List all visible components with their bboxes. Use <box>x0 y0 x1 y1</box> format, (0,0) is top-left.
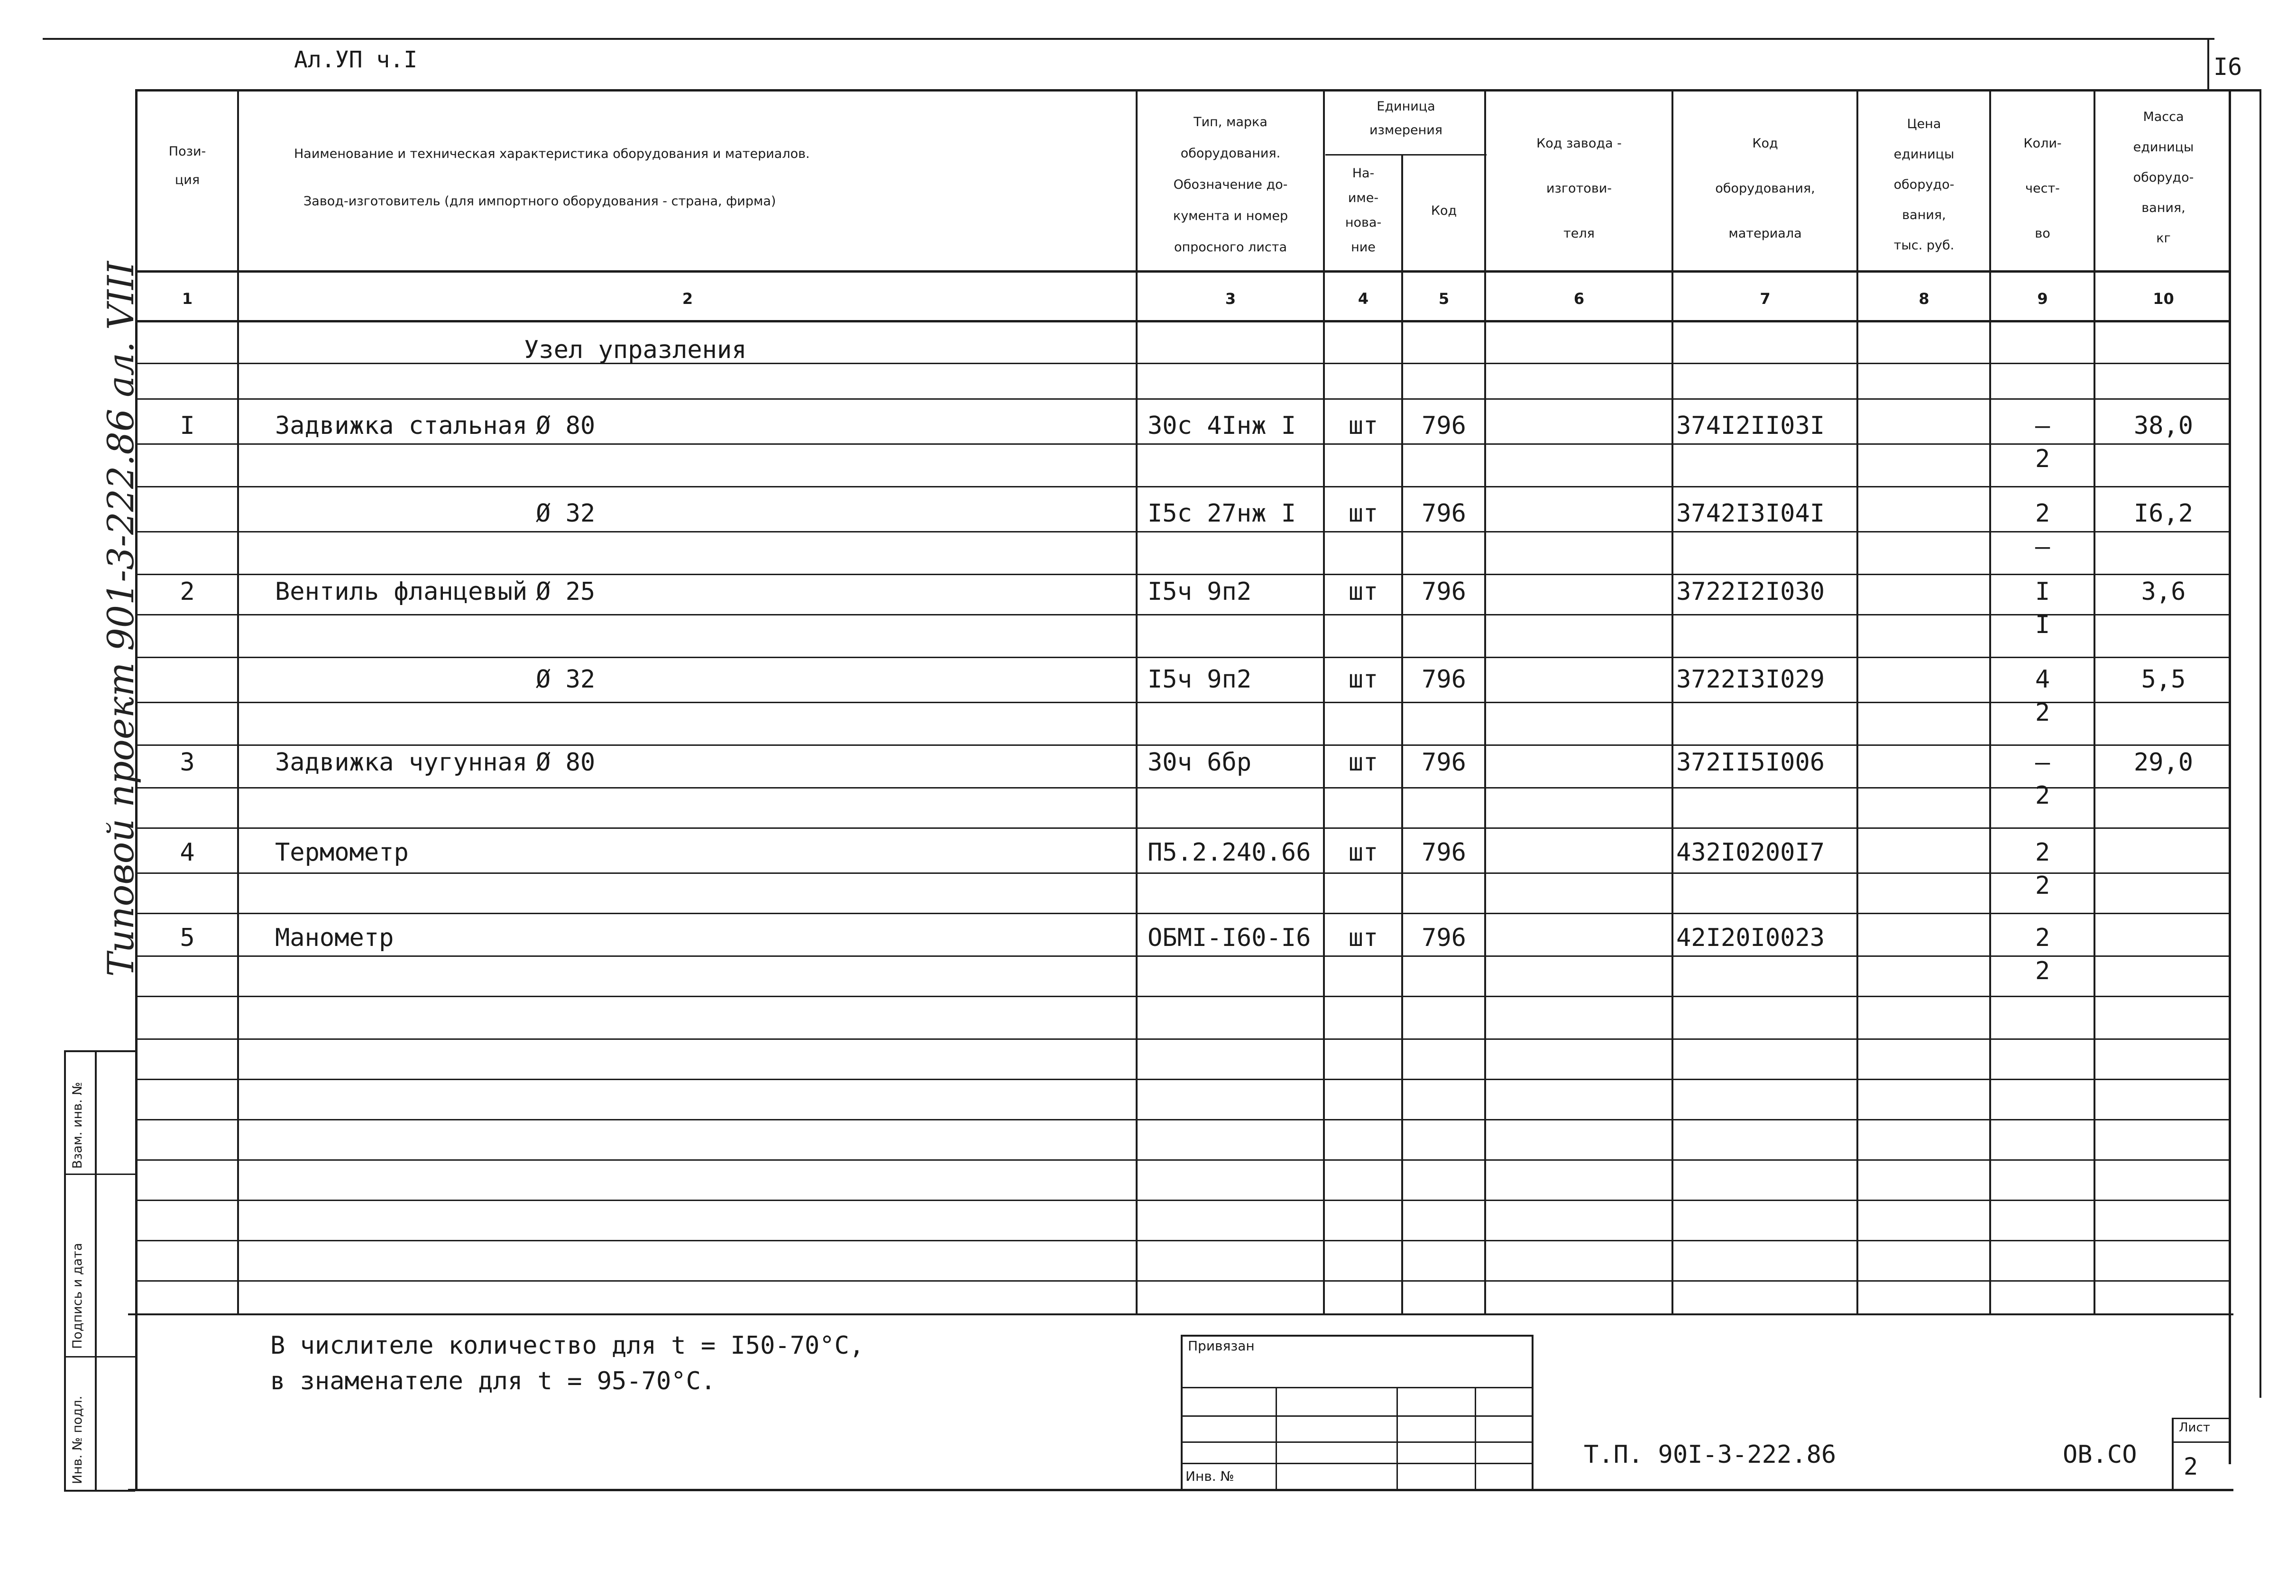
row-unit-code: 796 <box>1422 924 1466 952</box>
row-divider <box>135 1159 2231 1161</box>
stamp-privyazan-label: Привязан <box>1188 1338 1255 1354</box>
row-type: I5ч 9п2 <box>1148 578 1252 606</box>
side-stamp-podpis-data: Подпись и дата <box>70 1243 85 1349</box>
row-qty-denominator: 2 <box>2035 781 2050 810</box>
row-qty-denominator: 2 <box>2035 445 2050 473</box>
row-divider <box>135 787 2231 789</box>
row-name: Термометр <box>275 838 409 867</box>
row-divider <box>135 1038 2231 1040</box>
corner-box-left <box>2207 38 2209 90</box>
row-type: I5с 27нж I <box>1148 499 1296 528</box>
row-qty-numerator: 2 <box>2035 838 2050 867</box>
row-divider <box>135 1119 2231 1120</box>
col-number-1: 1 <box>182 290 193 308</box>
row-position: 3 <box>180 748 195 777</box>
col-number-2: 2 <box>682 290 693 308</box>
col-header-unit-group: Единица измерения <box>1369 99 1443 138</box>
album-reference: Ал.УП ч.I <box>294 46 418 73</box>
row-divider <box>135 913 2231 914</box>
col-header-factory-code: Код завода - изготови- теля <box>1536 136 1622 241</box>
row-qty-numerator: 4 <box>2035 665 2050 694</box>
row-type: 30ч 6бр <box>1148 748 1252 777</box>
note-line-2: в знаменателе для t = 95-70°С. <box>270 1367 716 1395</box>
row-name: Задвижка чугунная <box>275 748 528 777</box>
row-diameter: Ø 32 <box>536 499 596 528</box>
page-corner-number: I6 <box>2213 53 2242 81</box>
row-equipment-code: 3722I3I029 <box>1676 665 1825 694</box>
row-unit-code: 796 <box>1422 665 1466 694</box>
row-position <box>138 661 237 697</box>
row-diameter <box>536 920 678 956</box>
col-number-8: 8 <box>1919 290 1929 308</box>
row-unit: шт <box>1348 924 1378 952</box>
row-qty-numerator: 2 <box>2035 499 2050 528</box>
row-name <box>275 495 541 532</box>
row-qty-denominator: I <box>2035 611 2050 639</box>
row-type: ОБМI-I60-I6 <box>1148 924 1311 952</box>
col-header-equipment-code: Код оборудования, материала <box>1715 136 1815 241</box>
sheet-label: Лист <box>2179 1421 2210 1435</box>
row-unit-code: 796 <box>1422 499 1466 528</box>
row-equipment-code: 42I20I0023 <box>1676 924 1825 952</box>
row-type: П5.2.240.66 <box>1148 838 1311 867</box>
row-divider <box>135 1280 2231 1282</box>
row-divider <box>135 872 2231 874</box>
section-title: Узел упразления <box>524 336 747 364</box>
row-mass: 29,0 <box>2133 748 2194 777</box>
row-divider <box>135 486 2231 487</box>
row-mass <box>2096 835 2231 871</box>
row-position: 5 <box>180 924 195 952</box>
row-type: 30с 4Iнж I <box>1148 412 1296 440</box>
row-unit-code: 796 <box>1422 578 1466 606</box>
row-qty-numerator: 2 <box>2035 924 2050 952</box>
vertical-project-title: Типовой проект 901-3-222.86 ал. VIII <box>100 261 142 977</box>
row-unit: шт <box>1348 665 1378 694</box>
row-qty-numerator: I <box>2035 578 2050 606</box>
col-header-unit-code: Код <box>1431 203 1457 218</box>
row-divider <box>135 827 2231 829</box>
col-number-6: 6 <box>1573 290 1585 308</box>
row-unit: шт <box>1348 838 1378 867</box>
stamp-inv-label: Инв. № <box>1185 1468 1234 1484</box>
row-name: Манометр <box>275 924 394 952</box>
row-divider <box>135 614 2231 615</box>
row-equipment-code: 432I0200I7 <box>1676 838 1825 867</box>
row-diameter: Ø 32 <box>536 665 596 694</box>
row-divider <box>135 1079 2231 1080</box>
row-equipment-code: 372II5I006 <box>1676 748 1825 777</box>
row-diameter: Ø 25 <box>536 578 596 606</box>
col-number-3: 3 <box>1225 290 1236 308</box>
row-qty-denominator: 2 <box>2035 698 2050 727</box>
col-header-unit-name: На- име- нова- ние <box>1345 166 1382 255</box>
col-number-4: 4 <box>1358 290 1369 308</box>
row-divider <box>135 996 2231 997</box>
row-name: Вентиль фланцевый <box>275 578 528 606</box>
col-number-10: 10 <box>2153 290 2174 308</box>
row-qty-numerator: – <box>2035 748 2050 777</box>
row-divider <box>135 702 2231 703</box>
row-divider <box>135 1200 2231 1201</box>
sheet-number: 2 <box>2184 1453 2198 1480</box>
row-unit: шт <box>1348 412 1378 440</box>
row-qty-numerator: – <box>2035 412 2050 440</box>
col-header-type: Тип, марка оборудования. Обозначение до- кумента и номер опросного листа <box>1173 115 1288 255</box>
row-name <box>275 661 541 697</box>
row-position: I <box>180 412 195 440</box>
row-equipment-code: 3742I3I04I <box>1676 499 1825 528</box>
row-unit-code: 796 <box>1422 838 1466 867</box>
row-diameter: Ø 80 <box>536 748 596 777</box>
row-name: Задвижка стальная <box>275 412 528 440</box>
row-unit-code: 796 <box>1422 748 1466 777</box>
row-qty-denominator: – <box>2035 532 2050 561</box>
row-unit: шт <box>1348 499 1378 528</box>
col-header-position: Пози- ция <box>168 144 206 187</box>
row-mass: 38,0 <box>2133 412 2194 440</box>
row-type: I5ч 9п2 <box>1148 665 1252 694</box>
row-equipment-code: 3722I2I030 <box>1676 578 1825 606</box>
row-equipment-code: 374I2II03I <box>1676 412 1825 440</box>
top-rule <box>43 38 2214 40</box>
note-line-1: В числителе количество для t = I50-70°С, <box>270 1331 864 1360</box>
col-header-name: Наименование и техническая характеристика оборудования и материалов. Завод-изготовитель (для импортного оборудования - страна, фирма) <box>294 147 810 209</box>
row-position: 2 <box>180 578 195 606</box>
row-divider <box>135 363 2231 364</box>
row-mass: 5,5 <box>2141 665 2186 694</box>
document-mark: ОВ.СО <box>2063 1440 2137 1469</box>
row-unit: шт <box>1348 578 1378 606</box>
row-mass: I6,2 <box>2133 499 2194 528</box>
row-position: 4 <box>180 838 195 867</box>
col-header-quantity: Коли- чест- во <box>2023 136 2062 241</box>
side-stamp-inv-podl: Инв. № подл. <box>70 1395 85 1484</box>
row-divider <box>135 1240 2231 1241</box>
row-mass <box>2096 920 2231 956</box>
row-qty-denominator: 2 <box>2035 957 2050 985</box>
row-divider <box>135 398 2231 400</box>
side-stamp-vzam-inv: Взам. инв. № <box>70 1082 85 1169</box>
row-diameter <box>536 835 678 871</box>
row-divider <box>135 657 2231 658</box>
row-diameter: Ø 80 <box>536 412 596 440</box>
col-number-7: 7 <box>1760 290 1771 308</box>
col-header-price: Цена единицы оборудо- вания, тыс. руб. <box>1893 117 1955 253</box>
row-position <box>138 495 237 532</box>
col-header-mass: Масса единицы оборудо- вания, кг <box>2133 110 2194 246</box>
row-qty-denominator: 2 <box>2035 871 2050 900</box>
row-mass: 3,6 <box>2141 578 2186 606</box>
row-unit-code: 796 <box>1422 412 1466 440</box>
col-number-5: 5 <box>1438 290 1450 308</box>
document-code: Т.П. 90I-3-222.86 <box>1584 1440 1837 1469</box>
row-unit: шт <box>1348 748 1378 777</box>
col-number-9: 9 <box>2037 290 2048 308</box>
